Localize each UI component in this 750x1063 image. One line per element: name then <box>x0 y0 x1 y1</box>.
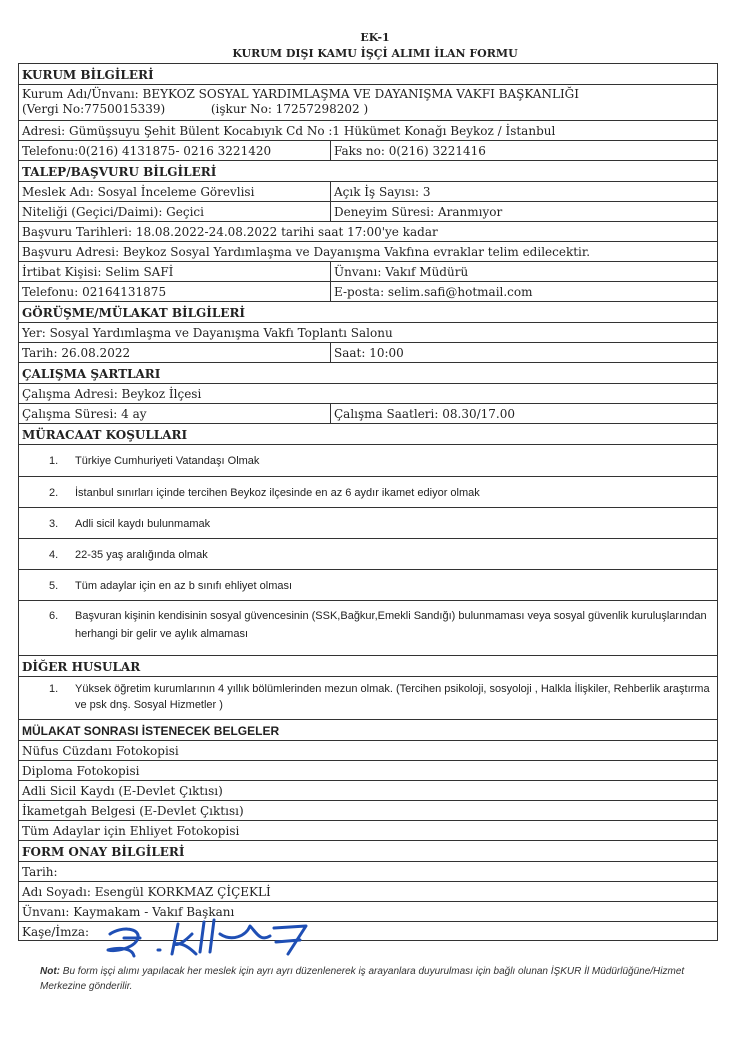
irtibat-kisisi: İrtibat Kişisi: Selim SAFİ <box>19 262 331 281</box>
niteligi: Niteliği (Geçici/Daimi): Geçici <box>19 202 331 221</box>
basvuru-adresi: Başvuru Adresi: Beykoz Sosyal Yardımlaşma ve Dayanışma Vakfına evraklar telim edilecektir. <box>19 241 717 261</box>
section-gorusme-heading: GÖRÜŞME/MÜLAKAT BİLGİLERİ <box>19 301 717 322</box>
signature-image <box>100 912 320 964</box>
irtibat-eposta: E-posta: selim.safi@hotmail.com <box>334 285 533 299</box>
list-item: 4. 22-35 yaş aralığında olmak <box>19 538 717 569</box>
kurum-contact-row <box>19 140 717 160</box>
kurum-name-row <box>19 84 717 120</box>
section-talep-heading: TALEP/BAŞVURU BİLGİLERİ <box>19 160 717 181</box>
irtibat-telefon: Telefonu: 02164131875 <box>19 282 331 301</box>
section-belgeler-heading: MÜLAKAT SONRASI İSTENECEK BELGELER <box>19 719 717 740</box>
meslek-adi: Meslek Adı: Sosyal İnceleme Görevlisi <box>19 182 331 201</box>
diger-list <box>19 676 717 719</box>
calisma-suresi: Çalışma Süresi: 4 ay <box>19 404 331 423</box>
gorusme-yer: Yer: Sosyal Yardımlaşma ve Dayanışma Vakfı Toplantı Salonu <box>19 322 717 342</box>
list-item: 6. Başvuran kişinin kendisinin sosyal güvencesinin (SSK,Bağkur,Emekli Sandığı) bulunmaması veya sosyal güvenlik kuruluşlarından herhangi bir gelir ve aylık almaması <box>19 600 717 655</box>
note-text: Bu form işçi alımı yapılacak her meslek için ayrı ayrı düzenlenerek iş arayanlara duyurulması için bağlı olunan İŞKUR İl Müdürlüğüne/Hizmet Merkezine gönderilir. <box>40 966 685 992</box>
talep-row-4 <box>19 281 717 301</box>
section-muracaat-heading: MÜRACAAT KOŞULLARI <box>19 423 717 444</box>
belge-item: Nüfus Cüzdanı Fotokopisi <box>19 740 717 760</box>
gorusme-row <box>19 342 717 362</box>
section-kurum-heading: KURUM BİLGİLERİ <box>19 63 717 84</box>
iskur-no: (işkur No: 17257298202 ) <box>210 102 369 116</box>
onay-adi-soyadi: Adı Soyadı: Esengül KORKMAZ ÇİÇEKLİ <box>19 881 717 901</box>
list-item: 3. Adli sicil kaydı bulunmamak <box>19 507 717 538</box>
calisma-row <box>19 403 717 423</box>
list-item: 1. Yüksek öğretim kurumlarının 4 yıllık bölümlerinden mezun olmak. (Tercihen psikoloji, sosyoloji , Halkla İlişkiler, Rehberlik araştırma ve psk dnş. Sosyal Hizmetler ) <box>49 683 710 711</box>
deneyim-suresi: Deneyim Süresi: Aranmıyor <box>334 205 503 219</box>
kurum-fax: Faks no: 0(216) 3221416 <box>334 144 486 158</box>
footer-note <box>40 964 720 994</box>
kurum-phone: Telefonu:0(216) 4131875- 0216 3221420 <box>19 141 331 160</box>
belge-item: Adli Sicil Kaydı (E-Devlet Çıktısı) <box>19 780 717 800</box>
belge-item: Diploma Fotokopisi <box>19 760 717 780</box>
section-diger-heading: DİĞER HUSULAR <box>19 655 717 676</box>
irtibat-unvan: Ünvanı: Vakıf Müdürü <box>334 265 469 279</box>
calisma-saatleri: Çalışma Saatleri: 08.30/17.00 <box>334 407 515 421</box>
calisma-adresi: Çalışma Adresi: Beykoz İlçesi <box>19 383 717 403</box>
kurum-name: Kurum Adı/Ünvanı: BEYKOZ SOSYAL YARDIMLAŞMA VE DAYANIŞMA VAKFI BAŞKANLIĞI <box>22 87 580 101</box>
note-label: Not: <box>40 966 60 977</box>
list-item: 2. İstanbul sınırları içinde tercihen Beykoz ilçesinde en az 6 aydır ikamet ediyor olmak <box>19 476 717 507</box>
basvuru-tarihleri: Başvuru Tarihleri: 18.08.2022-24.08.2022 tarihi saat 17:00'ye kadar <box>19 221 717 241</box>
annex-label: EK-1 <box>360 31 390 44</box>
onay-unvan: Ünvanı: Kaymakam - Vakıf Başkanı <box>19 901 717 921</box>
gorusme-tarih: Tarih: 26.08.2022 <box>19 343 331 362</box>
belge-item: Tüm Adaylar için Ehliyet Fotokopisi <box>19 820 717 840</box>
kurum-address: Adresi: Gümüşsuyu Şehit Bülent Kocabıyık Cd No :1 Hükümet Konağı Beykoz / İstanbul <box>19 120 717 140</box>
form-title: KURUM DIŞI KAMU İŞÇİ ALIMI İLAN FORMU <box>232 47 518 60</box>
gorusme-saat: Saat: 10:00 <box>334 346 404 360</box>
list-item: 1. Türkiye Cumhuriyeti Vatandaşı Olmak <box>49 455 260 467</box>
list-item: 5. Tüm adaylar için en az b sınıfı ehliyet olması <box>19 569 717 600</box>
talep-row-3 <box>19 261 717 281</box>
announcement-form <box>18 63 718 941</box>
section-onay-heading: FORM ONAY BİLGİLERİ <box>19 840 717 861</box>
acik-is-sayisi: Açık İş Sayısı: 3 <box>334 185 431 199</box>
talep-row-1 <box>19 181 717 201</box>
onay-tarih: Tarih: <box>19 861 717 881</box>
talep-row-2 <box>19 201 717 221</box>
belge-item: İkametgah Belgesi (E-Devlet Çıktısı) <box>19 800 717 820</box>
kurum-ids <box>22 102 714 117</box>
vergi-no: (Vergi No:7750015339) <box>22 102 166 116</box>
muracaat-list <box>19 444 717 655</box>
onay-kase-imza: Kaşe/İmza: <box>19 921 717 941</box>
section-calisma-heading: ÇALIŞMA ŞARTLARI <box>19 362 717 383</box>
